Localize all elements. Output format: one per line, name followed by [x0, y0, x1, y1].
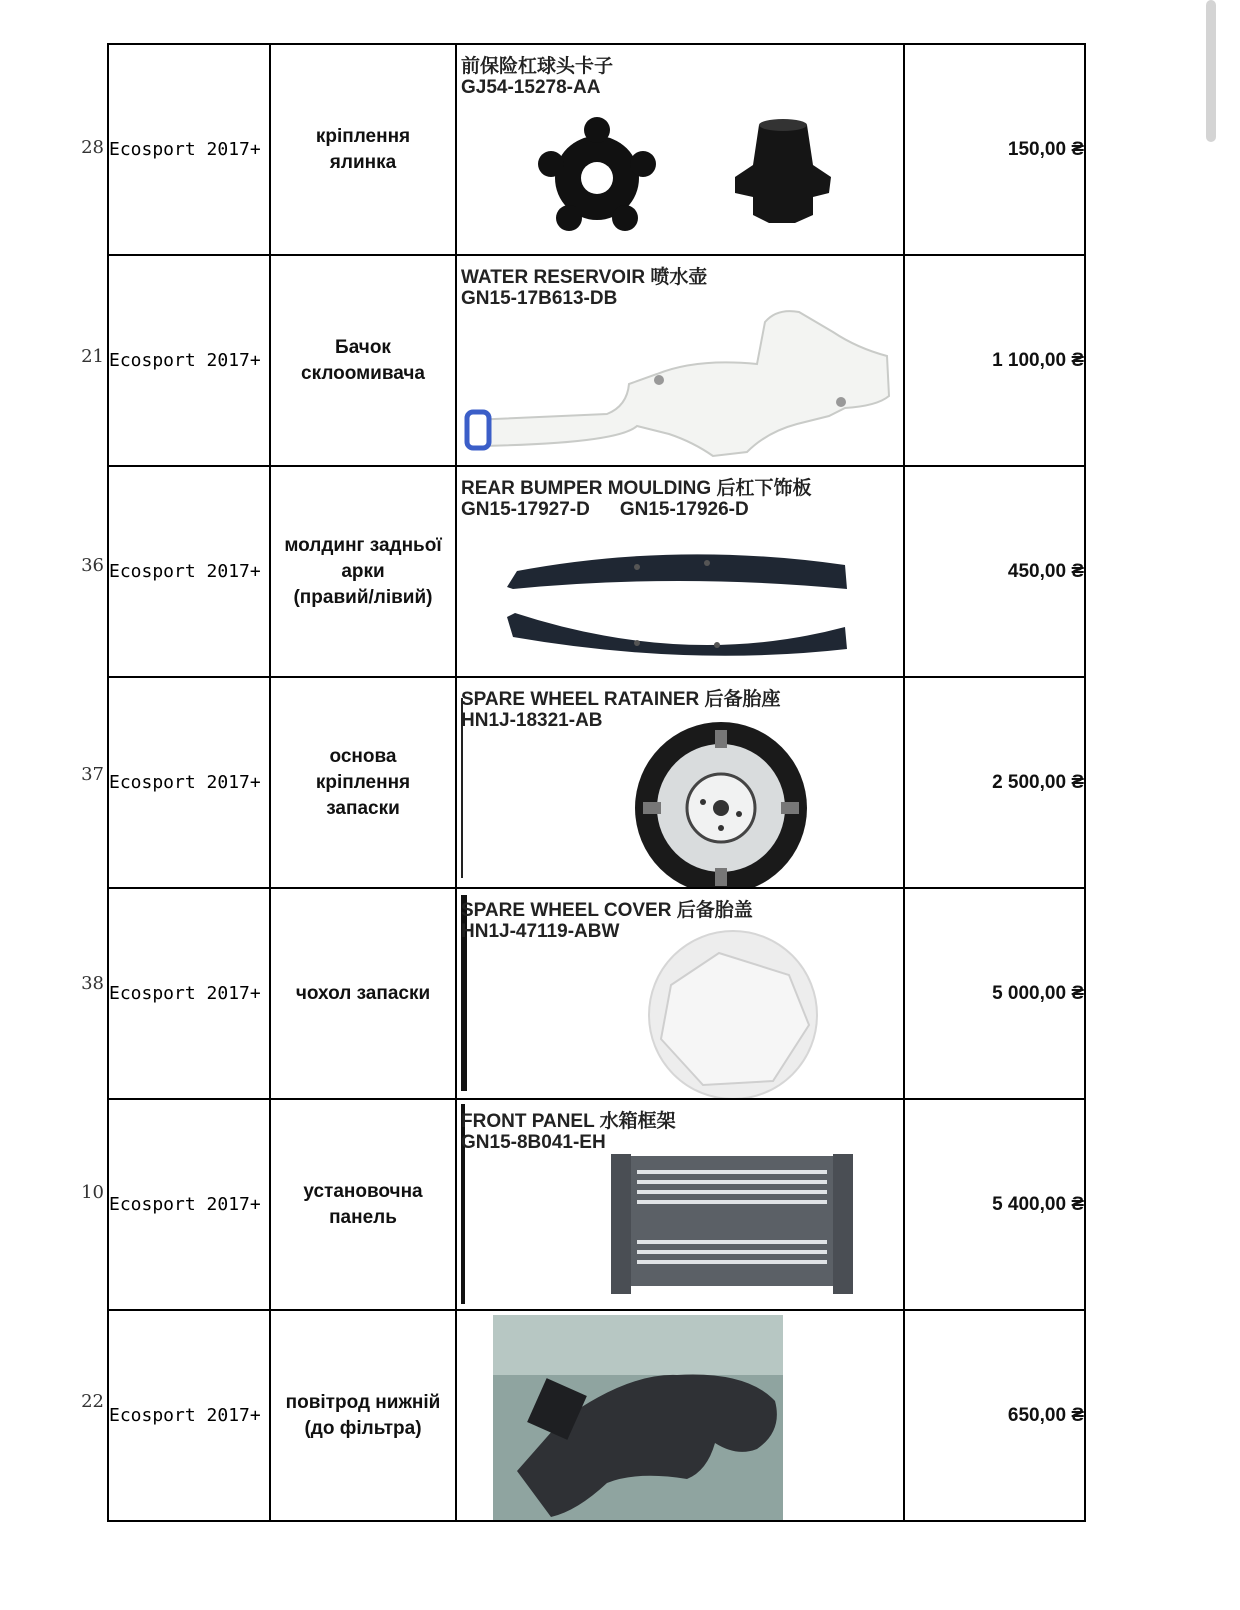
part-photo-cell [456, 1310, 904, 1521]
part-name-cell [270, 888, 456, 1099]
part-name-line: арки [341, 560, 385, 582]
part-caption: SPARE WHEEL RATAINER 后备胎座 [461, 689, 781, 710]
part-name-cell [270, 255, 456, 466]
model-cell: Ecosport 2017+ [108, 677, 270, 888]
part-name-line: основа [329, 745, 397, 767]
part-caption: WATER RESERVOIR 喷水壶 [461, 267, 708, 288]
part-caption: 前保险杠球头卡子 [461, 56, 614, 77]
part-name-line: ялинка [329, 151, 397, 173]
part-name-line: кріплення [315, 125, 411, 147]
price-cell: 2 500,00 ₴ [904, 677, 1085, 888]
part-name-line: склоомивача [301, 362, 425, 384]
part-number-line [461, 499, 749, 521]
part-name-cell [270, 677, 456, 888]
part-number-line [461, 921, 619, 943]
part-number-line [461, 1132, 606, 1154]
part-photo-cell [456, 44, 904, 255]
part-photo [457, 1311, 903, 1520]
table-row [108, 44, 1085, 255]
part-caption: FRONT PANEL 水箱框架 [461, 1111, 676, 1132]
row-number: 28 [81, 136, 104, 158]
part-name-line: запаски [326, 797, 400, 819]
part-number-line [461, 77, 600, 99]
part-photo-cell [456, 677, 904, 888]
table-row [108, 677, 1085, 888]
part-photo-cell [456, 466, 904, 677]
part-number: GN15-8B041-EH [461, 1132, 606, 1153]
scrollbar[interactable] [1206, 0, 1216, 142]
part-number-line [461, 710, 603, 732]
part-name-line: чохол запаски [295, 982, 431, 1004]
table-row [108, 255, 1085, 466]
model-cell: Ecosport 2017+ [108, 1310, 270, 1521]
parts-table [107, 43, 1086, 1522]
row-number: 21 [81, 345, 104, 367]
price-cell: 150,00 ₴ [904, 44, 1085, 255]
price-cell: 5 000,00 ₴ [904, 888, 1085, 1099]
price-cell: 5 400,00 ₴ [904, 1099, 1085, 1310]
part-number: GN15-17B613-DB [461, 288, 618, 309]
part-name-cell [270, 44, 456, 255]
model-cell: Ecosport 2017+ [108, 255, 270, 466]
part-photo-cell [456, 1099, 904, 1310]
part-number: GN15-17927-D [461, 499, 590, 520]
part-name-cell [270, 1099, 456, 1310]
part-number: GN15-17926-D [619, 499, 749, 520]
row-number: 10 [81, 1181, 104, 1203]
part-name-line: молдинг задньої [284, 534, 442, 556]
part-name-line: повітрод нижній [285, 1391, 441, 1413]
part-number: GJ54-15278-AA [461, 77, 601, 98]
part-number: HN1J-47119-ABW [461, 921, 620, 942]
model-cell: Ecosport 2017+ [108, 888, 270, 1099]
part-number-line [461, 288, 617, 310]
part-name-line: (правий/лівий) [293, 586, 433, 608]
part-name-line: Бачок [335, 336, 391, 358]
model-cell: Ecosport 2017+ [108, 466, 270, 677]
row-number: 36 [81, 554, 104, 576]
part-caption: SPARE WHEEL COVER 后备胎盖 [461, 900, 753, 921]
part-name-line: кріплення [315, 771, 411, 793]
part-photo-cell [456, 255, 904, 466]
part-caption: REAR BUMPER MOULDING 后杠下饰板 [461, 478, 812, 499]
part-number: HN1J-18321-AB [461, 710, 603, 731]
row-number: 22 [81, 1390, 104, 1412]
price-cell: 650,00 ₴ [904, 1310, 1085, 1521]
price-cell: 1 100,00 ₴ [904, 255, 1085, 466]
table-row [108, 1310, 1085, 1521]
model-cell: Ecosport 2017+ [108, 44, 270, 255]
part-name-cell [270, 1310, 456, 1521]
price-cell: 450,00 ₴ [904, 466, 1085, 677]
table-row [108, 888, 1085, 1099]
part-photo-cell [456, 888, 904, 1099]
part-name-line: (до фільтра) [304, 1417, 422, 1439]
table-row [108, 466, 1085, 677]
table-row [108, 1099, 1085, 1310]
row-number: 37 [81, 763, 104, 785]
row-number: 38 [81, 972, 104, 994]
part-name-line: панель [329, 1206, 397, 1228]
model-cell: Ecosport 2017+ [108, 1099, 270, 1310]
part-name-cell [270, 466, 456, 677]
part-name-line: установочна [303, 1180, 423, 1202]
